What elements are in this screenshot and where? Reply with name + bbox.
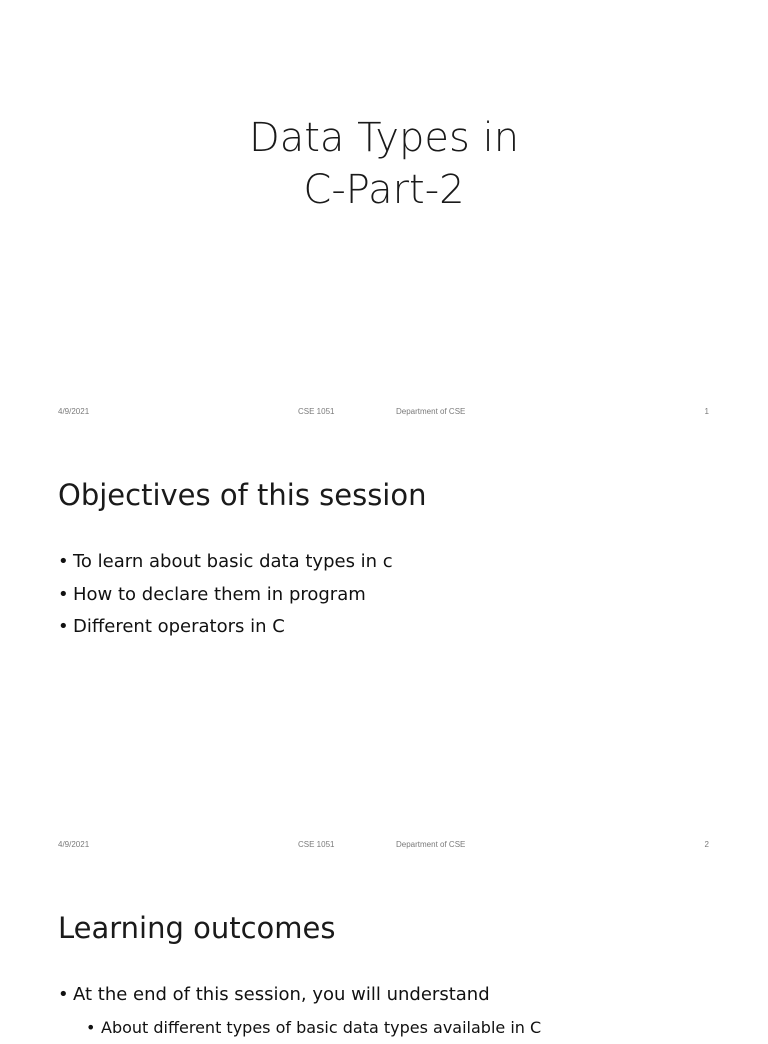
footer-department: Department of CSE bbox=[396, 838, 465, 852]
bullet-list bbox=[58, 979, 541, 1044]
bullet-text: How to declare them in program bbox=[73, 584, 366, 605]
slide-title-line-2: C-Part-2 bbox=[0, 164, 768, 216]
slide-footer bbox=[0, 838, 768, 852]
slide-title-line-1: Data Types in bbox=[0, 112, 768, 164]
sub-bullet-item bbox=[58, 1012, 541, 1044]
bullet-list bbox=[58, 546, 393, 644]
bullet-icon: • bbox=[58, 979, 69, 1012]
footer-course: CSE 1051 bbox=[298, 838, 334, 852]
bullet-text: Different operators in C bbox=[73, 616, 285, 637]
bullet-item bbox=[58, 979, 541, 1012]
slide-1 bbox=[0, 0, 768, 433]
slide-2 bbox=[0, 433, 768, 866]
bullet-text: At the end of this session, you will understand bbox=[73, 984, 490, 1005]
slide-title: Objectives of this session bbox=[58, 477, 427, 513]
slide-title bbox=[0, 112, 768, 216]
footer-date: 4/9/2021 bbox=[58, 405, 89, 419]
slide-footer bbox=[0, 405, 768, 419]
bullet-text: To learn about basic data types in c bbox=[73, 551, 393, 572]
footer-page-number: 1 bbox=[705, 405, 709, 419]
bullet-icon: • bbox=[58, 579, 69, 612]
bullet-text: About different types of basic data types available in C bbox=[101, 1018, 541, 1037]
bullet-icon: • bbox=[58, 546, 69, 579]
bullet-item bbox=[58, 546, 393, 579]
bullet-icon: • bbox=[86, 1012, 95, 1044]
slide-title: Learning outcomes bbox=[58, 910, 336, 946]
footer-course: CSE 1051 bbox=[298, 405, 334, 419]
slide-3 bbox=[0, 866, 768, 1024]
bullet-item bbox=[58, 611, 393, 644]
bullet-item bbox=[58, 579, 393, 612]
footer-department: Department of CSE bbox=[396, 405, 465, 419]
footer-date: 4/9/2021 bbox=[58, 838, 89, 852]
bullet-icon: • bbox=[58, 611, 69, 644]
footer-page-number: 2 bbox=[705, 838, 709, 852]
